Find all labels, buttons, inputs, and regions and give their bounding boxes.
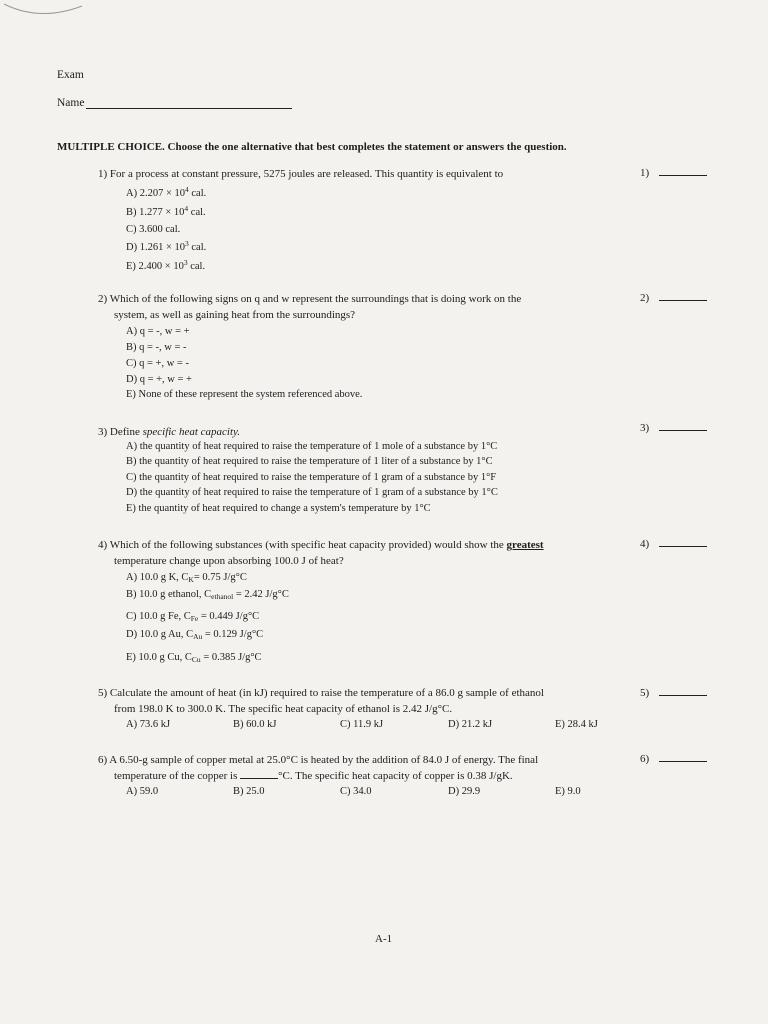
question-2-option-e[interactable]: E) None of these represent the system referenced above. [126,389,363,400]
question-5-option-b[interactable]: B) 60.0 kJ [233,719,277,730]
instructions-text: Choose the one alternative that best completes the statement or answers the question. [167,141,567,153]
name-field-line[interactable] [86,108,292,109]
question-3-stem: 3) Define specific heat capacity. [98,426,241,438]
question-6-option-a[interactable]: A) 59.0 [126,786,159,797]
question-2-stem-line-2: system, as well as gaining heat from the surroundings? [114,309,356,321]
question-6-stem-line-1: 6) A 6.50-g sample of copper metal at 25.0°C is heated by the addition of 84.0 J of energy. The final [98,754,539,766]
question-2-option-d[interactable]: D) q = +, w = + [126,374,192,385]
answer-number: 5) [640,687,650,699]
question-1-option-c[interactable]: C) 3.600 cal. [126,224,181,235]
answer-blank-3[interactable] [640,421,707,435]
question-6-option-b[interactable]: B) 25.0 [233,786,265,797]
answer-number: 4) [640,538,650,550]
question-4-option-b[interactable]: B) 10.0 g ethanol, $C_{ethanol} = 2.42$ J/g°C [126,589,289,601]
question-5-option-e[interactable]: E) 28.4 kJ [555,719,598,730]
question-2-option-a[interactable]: A) q = -, w = + [126,326,190,337]
question-1-option-d[interactable]: D) $1.261 \times 10^3$ cal. [126,239,207,253]
question-1-stem: 1) For a process at constant pressure, 5275 joules are released. This quantity is equivalent to [98,168,504,180]
question-4-option-a[interactable]: A) 10.0 g K, $C_K= 0.75$ J/g°C [126,572,247,584]
question-6-option-e[interactable]: E) 9.0 [555,786,581,797]
answer-number: 1) [640,167,650,179]
question-4-stem-line-2: temperature change upon absorbing 100.0 J of heat? [114,555,344,567]
question-4-option-c[interactable]: C) 10.0 g Fe, $C_{Fe} = 0.449$ J/g°C [126,611,260,623]
question-2-option-c[interactable]: C) q = +, w = - [126,358,189,369]
question-3-option-d[interactable]: D) the quantity of heat required to raise the temperature of 1 gram of a substance by 1°C [126,487,498,498]
question-5-stem-line-2: from 198.0 K to 300.0 K. The specific heat capacity of ethanol is 2.42 J/g°C. [114,703,453,715]
scan-artifact-curve [0,0,120,30]
question-3-option-a[interactable]: A) the quantity of heat required to raise the temperature of 1 mole of a substance by 1°C [126,441,498,452]
exam-label: Exam [57,69,84,81]
question-5-stem-line-1: 5) Calculate the amount of heat (in kJ) required to raise the temperature of a 86.0 g sample of ethanol [98,687,544,699]
page-number: A-1 [375,933,393,945]
question-3-option-c[interactable]: C) the quantity of heat required to raise the temperature of 1 gram of a substance by 1°F [126,472,497,483]
question-4-option-e[interactable]: E) 10.0 g Cu, $C_{Cu} = 0.385$ J/g°C [126,652,262,664]
question-5-option-a[interactable]: A) 73.6 kJ [126,719,171,730]
question-6-option-c[interactable]: C) 34.0 [340,786,372,797]
question-6-option-d[interactable]: D) 29.9 [448,786,481,797]
question-1-option-e[interactable]: E) $2.400 \times 10^3$ cal. [126,258,206,272]
answer-number: 6) [640,753,650,765]
question-3-option-b[interactable]: B) the quantity of heat required to raise the temperature of 1 liter of a substance by 1°C [126,456,493,467]
instructions-heading: MULTIPLE CHOICE. [57,141,165,153]
question-1-option-a[interactable]: A) $2.207 \times 10^4$ cal. [126,185,207,199]
answer-blank-5[interactable] [640,686,707,700]
question-2-stem-line-1: 2) Which of the following signs on q and w represent the surroundings that is doing work on the [98,293,522,305]
question-2-option-b[interactable]: B) q = -, w = - [126,342,187,353]
name-label: Name [57,97,85,109]
question-3-option-e[interactable]: E) the quantity of heat required to change a system's temperature by 1°C [126,503,431,514]
question-4-stem-line-1: 4) Which of the following substances (with specific heat capacity provided) would show the greatest [98,539,544,551]
answer-blank-2[interactable] [640,291,707,305]
instructions [57,140,567,154]
answer-blank-1[interactable] [640,166,707,180]
question-4-option-d[interactable]: D) 10.0 g Au, $C_{Au} = 0.129$ J/g°C [126,629,264,641]
question-5-option-d[interactable]: D) 21.2 kJ [448,719,493,730]
question-1-option-b[interactable]: B) $1.277 \times 10^4$ cal. [126,204,206,218]
answer-number: 2) [640,292,650,304]
answer-number: 3) [640,422,650,434]
answer-blank-6[interactable] [640,752,707,766]
inline-answer-blank[interactable] [240,770,278,779]
question-5-option-c[interactable]: C) 11.9 kJ [340,719,384,730]
question-6-stem-line-2: temperature of the copper is °C. The specific heat capacity of copper is 0.38 J/gK. [114,770,513,782]
answer-blank-4[interactable] [640,537,707,551]
